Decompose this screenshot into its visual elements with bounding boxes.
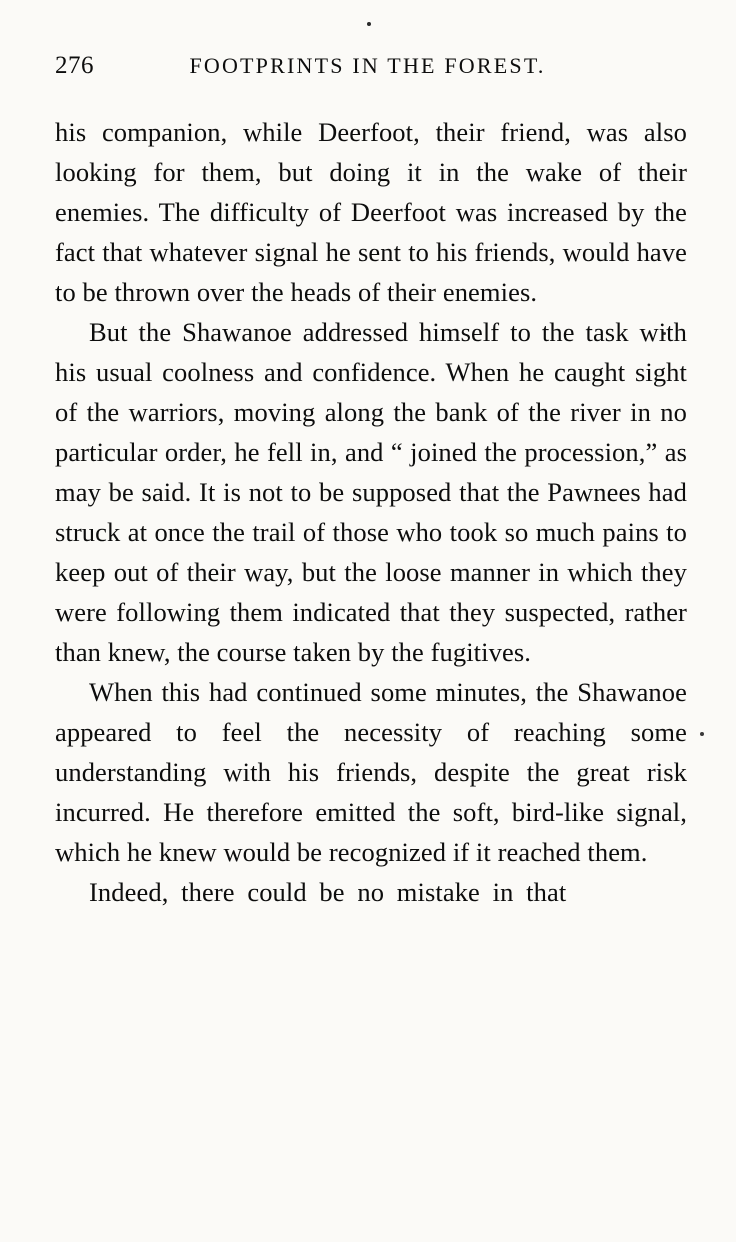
running-head: FOOTPRINTS IN THE FOREST. xyxy=(189,53,546,78)
ink-speck-margin-lower xyxy=(700,732,704,736)
page-number: 276 xyxy=(55,52,94,79)
page-body xyxy=(55,112,687,912)
paragraph-catchline: Indeed, there could be no mistake in that xyxy=(89,877,567,907)
ink-speck-top xyxy=(367,22,371,26)
paragraph: When this had continued some minutes, the Shawanoe appeared to feel the necessity of reaching some understanding with his friends, despite the great risk incurred. He therefore emitted the soft, bird-like signal, which he knew would be recognized if it reached them. xyxy=(55,677,687,867)
paragraph: his companion, while Deerfoot, their friend, was also looking for them, but doing it in the wake of their enemies. The difficulty of Deerfoot was increased by the fact that whatever signal he sent to his friends, would have to be thrown over the heads of their enemies. xyxy=(55,117,687,307)
paragraph: But the Shawanoe addressed himself to the task with his usual coolness and confidence. When he caught sight of the warriors, moving along the bank of the river in no particular order, he fell in, and “ joined the procession,” as may be said. It is not to be supposed that the Pawnees had struck at once the trail of those who took so much pains to keep out of their way, but the loose manner in which they were following them indicated that they suspected, rather than knew, the course taken by the fugitives. xyxy=(55,317,687,667)
page-header xyxy=(55,52,685,80)
